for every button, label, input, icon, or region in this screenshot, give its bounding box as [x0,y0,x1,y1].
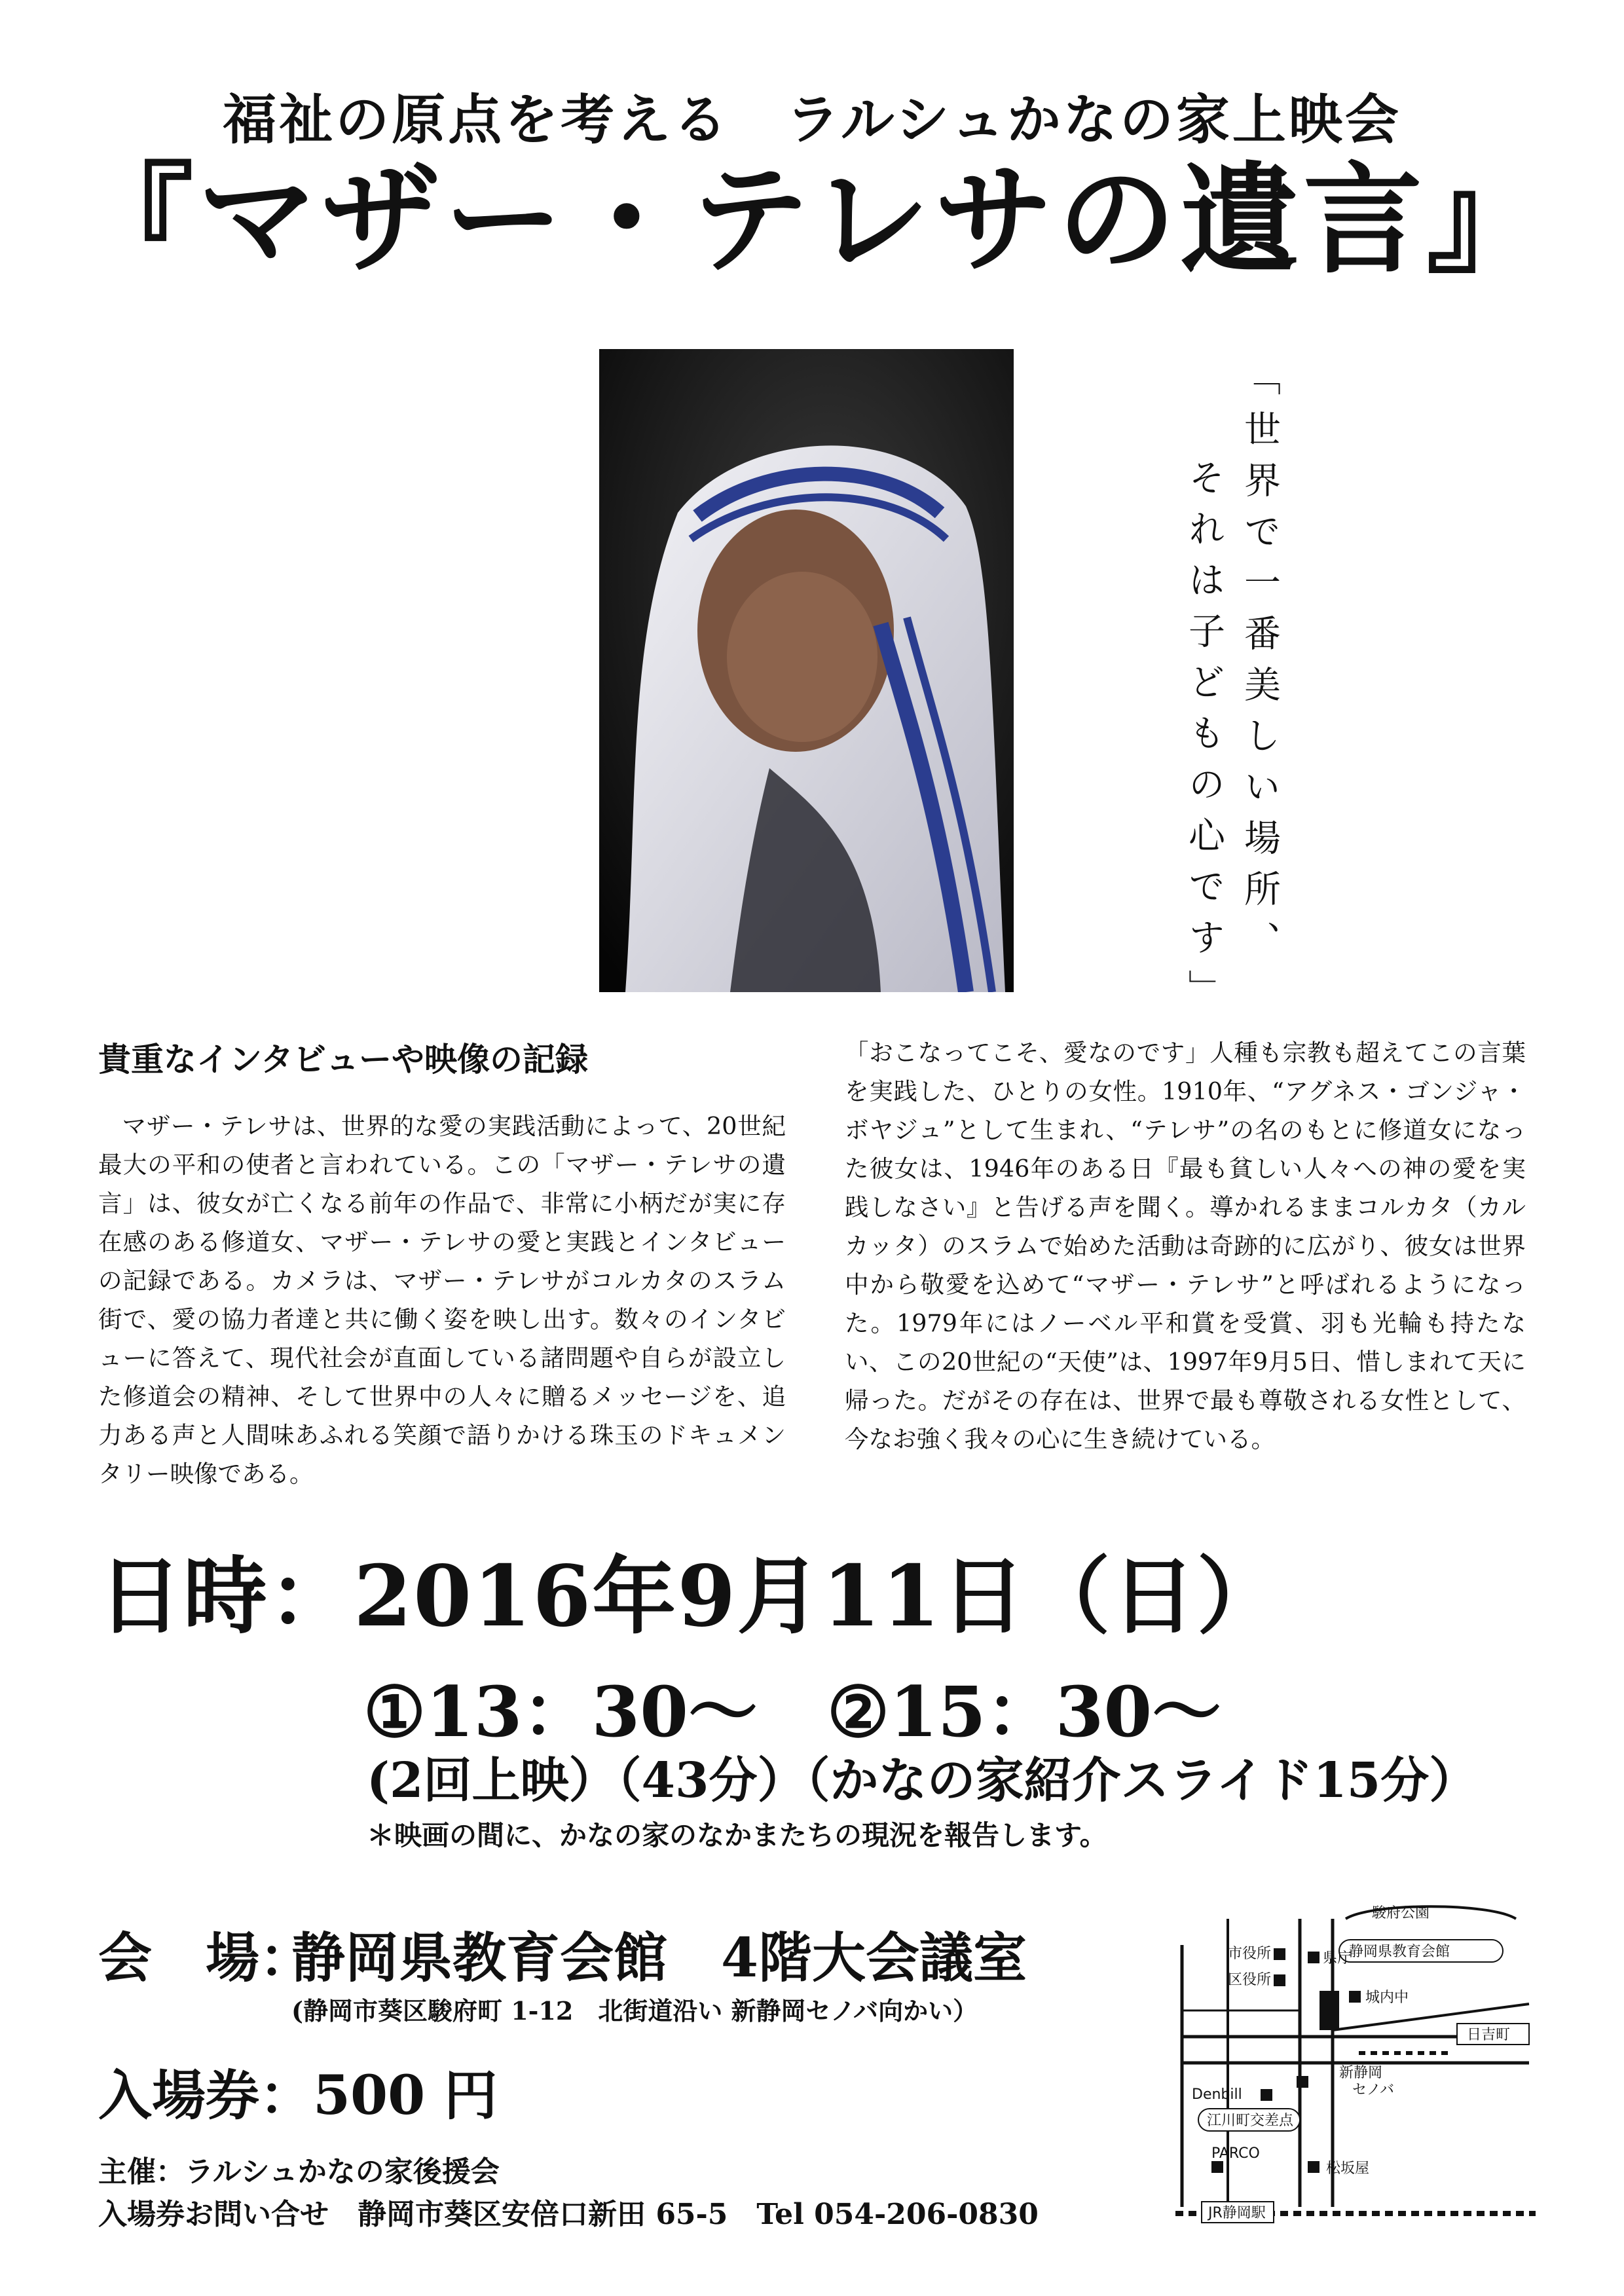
map-label-school: 城内中 [1365,1990,1409,2006]
map-label-matsuzakaya: 松坂屋 [1326,2160,1370,2177]
description-left: マザー・テレサは、世界的な愛の実践活動によって、20世紀最大の平和の使者と言われている。この「マザー・テレサの遺言」は、彼女が亡くなる前年の作品で、非常に小柄だが実に存在感のある修道女、マザー・テレサの愛と実践とインタビューの記録である。カメラは、マザー・テレサがコルカタのスラム街で、愛の協力者達と共に働く姿を映し出す。数々のインタビューに答えて、現代社会が直面している諸問題や自らが設立した修道会の精神、そして世界中の人々に贈るメッセージを、追力ある声と人間味あふれる笑顔で語りかける珠玉のドキュメンタリー映像である。 [98,1112,786,1488]
map-venue-marker [1320,1991,1339,2030]
map-label-park: 駿府公園 [1372,1905,1430,1921]
event-times: ①13：30～ ②15：30～ [363,1671,1222,1752]
map-label-cenova: セノバ [1352,2082,1395,2098]
map-label-denbill: Denbill [1192,2086,1242,2103]
map-label-pref-office: 県庁 [1323,1950,1352,1967]
event-subtitle: 福祉の原点を考える ラルシュかなの家上映会 [223,88,1401,151]
event-note: ＊映画の間に、かなの家のなかまたちの現況を報告します。 [367,1819,1107,1851]
map-label-parco: PARCO [1211,2145,1260,2162]
map-label-egawacho: 江川町交差点 [1207,2113,1294,2129]
event-date: 日時：2016年9月11日（日） [98,1547,1282,1646]
section-heading: 貴重なインタビューや映像の記録 [98,1040,588,1079]
map-label-ward-office: 区役所 [1228,1972,1272,1988]
map-label-city-hall: 市役所 [1228,1946,1272,1962]
contact-info: 入場券お問い合せ 静岡市葵区安倍口新田 65-5 Tel 054-206-0830 [98,2198,1039,2231]
map-label-venue: 静岡県教育会館 [1349,1944,1450,1960]
venue-label: 会 場： [98,1927,314,1990]
map-label-shin-shizuoka: 新静岡 [1339,2065,1383,2081]
map-denbill-marker [1261,2089,1272,2101]
map-school-marker [1349,1991,1361,2003]
sponsor: 主催：ラルシュかなの家後援会 [98,2155,500,2189]
map-label-jr-station: JR静岡駅 [1208,2205,1266,2221]
map-pref-office-marker [1308,1952,1320,1963]
portrait-photo [599,349,1014,992]
ticket-price: 入場券：500 円 [98,2064,498,2127]
venue-name: 静岡県教育会館 4階大会議室 [291,1927,1027,1990]
quote-line-2: それは子どもの心です」 [1183,458,1225,1020]
quote-line-1: 「世界で一番美しい場所、 [1238,359,1281,972]
map-parco-marker [1211,2161,1223,2173]
access-map [1162,1899,1542,2236]
venue-address: (静岡市葵区駿府町 1-12 北街道沿い 新静岡セノバ向かい） [291,1996,978,2026]
map-park-outline [1346,1906,1516,1919]
map-ward-office-marker [1274,1974,1285,1986]
page-title: 『マザー・テレサの遺言』 [74,149,1550,289]
map-cenova-marker [1297,2076,1308,2088]
map-matsuzakaya-marker [1308,2161,1320,2173]
map-label-hiyoshicho: 日吉町 [1467,2027,1511,2043]
map-city-hall-marker [1274,1948,1285,1960]
event-details: (2回上映）（43分）（かなの家紹介スライド15分） [367,1752,1478,1809]
description-right: 「おこなってこそ、愛なのです」人種も宗教も超えてこの言葉を実践した、ひとりの女性。1910年、“アグネス・ゴンジャ・ボヤジュ”として生まれ、“テレサ”の名のもとに修道女になった彼女は、1946年のある日『最も貧しい人々への神の愛を実践しなさい』と告げる声を聞く。導かれるままコルカタ（カルカッタ）のスラムで始めた活動は奇跡的に広がり、彼女は世界中から敬愛を込めて“マザー・テレサ”と呼ばれるようになった。1979年にはノーベル平和賞を受賞、羽も光輪も持たない、この20世紀の“天使”は、1997年9月5日、惜しまれて天に帰った。だがその存在は、世界で最も尊敬される女性として、今なお強く我々の心に生き続けている。 [845,1039,1526,1453]
